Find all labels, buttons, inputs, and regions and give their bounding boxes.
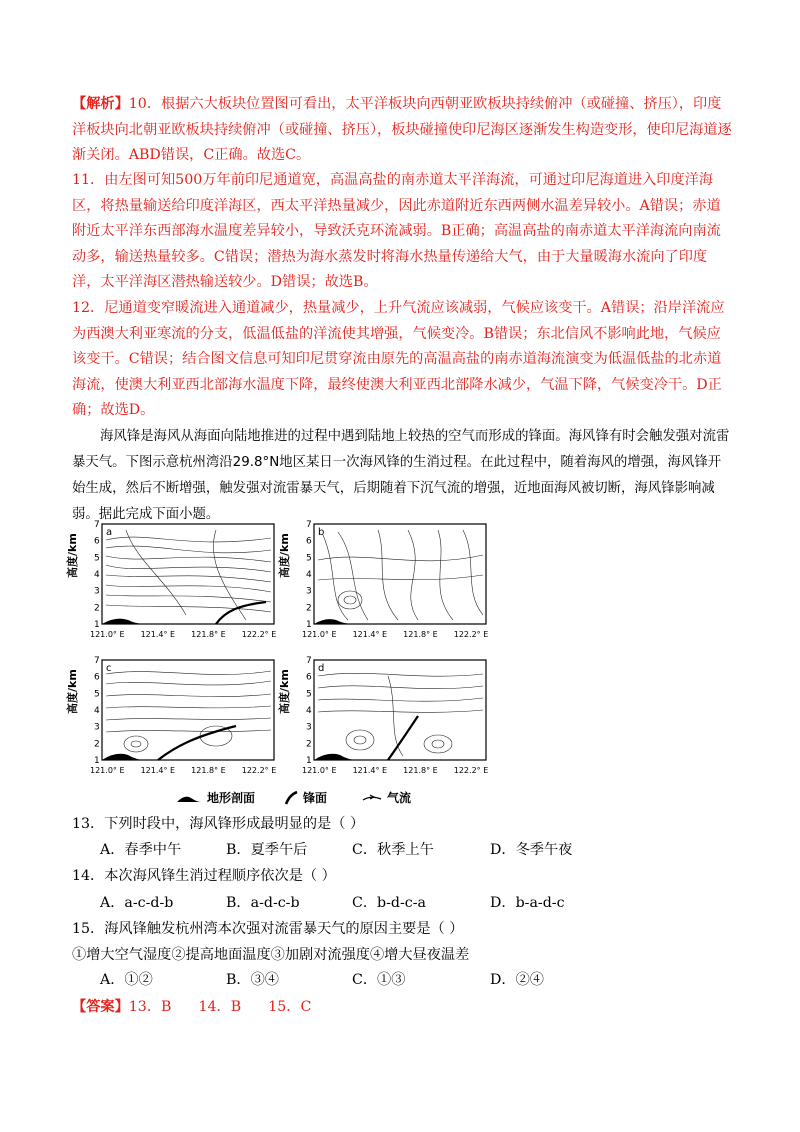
question-15-option-b[interactable]: B．③④: [226, 972, 279, 988]
y-tick-label: 1: [306, 756, 312, 766]
legend-front-label: 锋面: [303, 791, 328, 805]
question-13-option-d[interactable]: D．冬季午夜: [490, 842, 573, 858]
y-axis-label: 高度/km: [278, 533, 291, 578]
y-tick-label: 3: [306, 722, 312, 733]
analysis-11: 11．由左图可知500万年前印尼通道宽，高温高盐的南赤道太平洋海流，可通过印尼海道进入印度洋海区，将热量输送给印度洋海区，西太平洋热量减少，因此赤道附近东西两侧水温差异较小。A错误；赤道附近太平洋东西部海水温度差异较小，导致沃克环流减弱。B正确；高温高盐的南赤道太平洋海流向南流动多，输送热量较多。C错误；潜热为海水蒸发时将海水热量传递给大气，由于大量暖海水流向了印度洋，太平洋海区潜热输送较少。D错误；故选B。: [72, 172, 721, 291]
question-13-stem: 13．下列时段中，海风锋形成最明显的是（ ）: [72, 816, 365, 832]
y-tick-label: 2: [306, 603, 312, 614]
figure-panel-a: [66, 520, 282, 642]
x-tick-label: 121.8° E: [191, 766, 226, 775]
y-tick-label: 6: [306, 672, 312, 683]
y-tick-label: 2: [94, 739, 100, 750]
y-tick-label: 1: [94, 756, 100, 766]
analysis-10: [72, 92, 732, 169]
panel-label: b: [318, 527, 325, 538]
question-15-statements: ①增大空气湿度②提高地面温度③加剧对流强度④增大昼夜温差: [72, 947, 470, 963]
y-tick-label: 4: [94, 706, 100, 716]
y-tick-label: 5: [306, 689, 312, 700]
answer-line: [72, 997, 311, 1017]
y-tick-label: 7: [306, 520, 312, 530]
question-15-option-c[interactable]: C．①③: [352, 972, 406, 988]
airflow-arrow-icon: [361, 792, 383, 804]
analysis-10-text: 10．根据六大板块位置图可看出，太平洋板块向西朝亚欧板块持续俯冲（或碰撞、挤压），印度洋板块向北朝亚欧板块持续俯冲（或碰撞、挤压），板块碰撞使印尼海区逐渐发生构造变形，使印尼海道逐渐关闭。ABD错误，C正确。故选C。: [72, 96, 732, 164]
x-tick-label: 122.2° E: [453, 766, 489, 775]
y-tick-label: 4: [94, 570, 100, 580]
x-tick-label: 121.4° E: [140, 630, 176, 639]
y-tick-label: 2: [94, 603, 100, 614]
question-13-option-b[interactable]: B．夏季午后: [226, 842, 308, 858]
y-tick-label: 7: [306, 656, 312, 666]
y-tick-label: 1: [94, 620, 100, 630]
figure-legend: [175, 789, 475, 809]
y-tick-label: 5: [306, 553, 312, 564]
figure-panel-c: [66, 656, 282, 778]
legend-airflow: [361, 789, 411, 806]
y-tick-label: 6: [94, 672, 100, 683]
question-14-stem: 14．本次海风锋生消过程顺序依次是（ ）: [72, 868, 336, 884]
x-tick-label: 121.8° E: [403, 630, 438, 639]
y-tick-label: 7: [94, 656, 100, 666]
analysis-12: 12．尼通道变窄暖流进入通道减少，热量减少，上升气流应该减弱，气候应该变干。A错误；沿岸洋流应为西澳大利亚寒流的分支，低温低盐的洋流使其增强，气候变冷。B错误；东北信风不影响此地，气候应该变干。C错误；结合图文信息可知印尼贯穿流由原先的高温高盐的南赤道海流演变为低温低盐的北赤道海流，使澳大利亚西北部海水温度下降，最终使澳大利亚西北部降水减少，气温下降，气候变冷干。D正确；故选D。: [72, 300, 725, 419]
y-tick-label: 6: [94, 536, 100, 547]
y-tick-label: 7: [94, 520, 100, 530]
intro-paragraph: 海风锋是海风从海面向陆地推进的过程中遇到陆地上较热的空气而形成的锋面。海风锋有时会触发强对流雷暴天气。下图示意杭州湾沿29.8°N地区某日一次海风锋的生消过程。在此过程中，随着海风的增强，海风锋开始生成，然后不断增强，触发强对流雷暴天气，后期随着下沉气流的增强，近地面海风被切断，海风锋影响减弱。据此完成下面小题。: [72, 429, 730, 522]
y-axis-label: 高度/km: [66, 533, 79, 578]
question-15-option-a[interactable]: A．①②: [100, 972, 153, 988]
y-tick-label: 3: [306, 586, 312, 597]
x-tick-label: 122.2° E: [453, 630, 489, 639]
question-13-option-a[interactable]: A．春季中午: [100, 842, 182, 858]
y-tick-label: 3: [94, 586, 100, 597]
legend-terrain: [175, 789, 255, 806]
figure-panel-d: [278, 656, 494, 778]
y-axis-label: 高度/km: [66, 669, 79, 714]
question-14-option-b[interactable]: B．a-d-c-b: [226, 895, 300, 911]
front-line-icon: [283, 791, 299, 805]
legend-terrain-label: 地形剖面: [207, 791, 256, 805]
x-tick-label: 121.4° E: [352, 630, 388, 639]
answer-text: 13．B 14．B 15．C: [128, 999, 312, 1015]
x-tick-label: 121.4° E: [352, 766, 388, 775]
question-15-stem: 15．海风锋触发杭州湾本次强对流雷暴天气的原因主要是（ ）: [72, 921, 464, 937]
question-15-option-d[interactable]: D．②④: [490, 972, 544, 988]
y-tick-label: 4: [306, 570, 312, 580]
y-tick-label: 4: [306, 706, 312, 716]
y-axis-label: 高度/km: [278, 669, 291, 714]
analysis-tag: 【解析】: [72, 96, 129, 112]
question-13-option-c[interactable]: C．秋季上午: [352, 842, 434, 858]
panel-label: a: [106, 527, 113, 538]
y-tick-label: 5: [94, 689, 100, 700]
figure-panel-b: [278, 520, 494, 642]
legend-airflow-label: 气流: [387, 791, 412, 805]
legend-front: [283, 789, 327, 806]
y-tick-label: 5: [94, 553, 100, 564]
y-tick-label: 1: [306, 620, 312, 630]
terrain-profile-icon: [175, 792, 203, 804]
panel-label: d: [318, 663, 325, 674]
x-tick-label: 121.8° E: [403, 766, 438, 775]
y-tick-label: 2: [306, 739, 312, 750]
x-tick-label: 121.4° E: [140, 766, 176, 775]
y-tick-label: 6: [306, 536, 312, 547]
x-tick-label: 121.8° E: [191, 630, 226, 639]
x-tick-label: 121.0° E: [302, 766, 337, 775]
panel-label: c: [106, 663, 112, 674]
question-14-option-d[interactable]: D．b-a-d-c: [490, 895, 565, 911]
x-tick-label: 122.2° E: [241, 630, 277, 639]
x-tick-label: 121.0° E: [90, 630, 125, 639]
answer-tag: 【答案】: [72, 999, 129, 1015]
question-14-option-a[interactable]: A．a-c-d-b: [100, 895, 174, 911]
x-tick-label: 121.0° E: [90, 766, 125, 775]
x-tick-label: 122.2° E: [241, 766, 277, 775]
x-tick-label: 121.0° E: [302, 630, 337, 639]
y-tick-label: 3: [94, 722, 100, 733]
question-14-option-c[interactable]: C．b-d-c-a: [352, 895, 426, 911]
